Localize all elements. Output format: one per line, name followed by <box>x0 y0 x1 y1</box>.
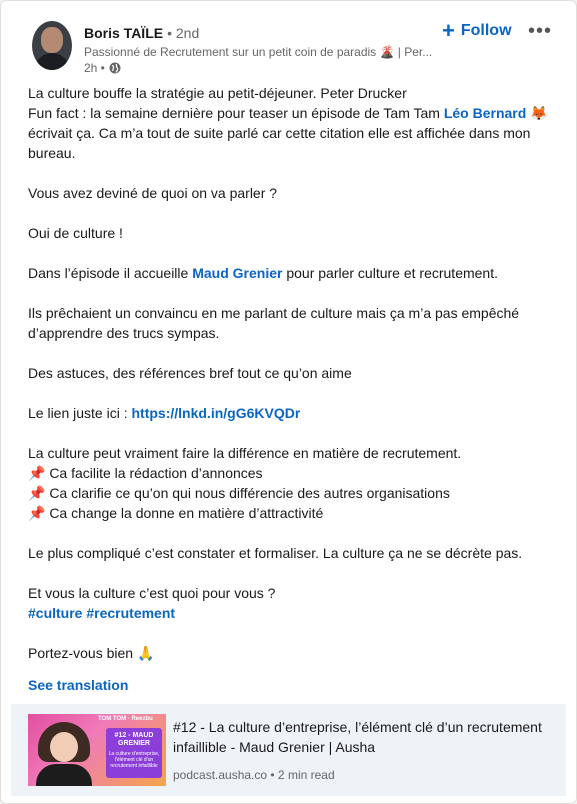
thumbnail-episode-title: #12 - MAUD GRENIER <box>114 732 154 747</box>
author-avatar[interactable] <box>32 21 72 70</box>
avatar-head <box>41 27 63 53</box>
post-text: Fun fact : la semaine dernière pour teaser un épisode de Tam Tam <box>28 105 444 121</box>
thumbnail-face <box>50 732 78 762</box>
shared-link[interactable]: https://lnkd.in/gG6KVQDr <box>131 405 301 421</box>
post-line: Ils prêchaient un convaincu en me parlant de culture mais ça m’a pas empêché d’apprendre des trucs sympas. <box>28 305 520 341</box>
follow-button[interactable] <box>442 19 512 43</box>
mention-leo-bernard[interactable]: Léo Bernard <box>443 105 527 121</box>
post-line: Oui de culture ! <box>28 225 123 241</box>
thumbnail-brand: TOM TOM · Reezbu <box>98 716 153 722</box>
post-body <box>28 83 558 663</box>
post-text: Le lien juste ici : <box>28 405 132 421</box>
fox-emoji: 🦊 <box>526 105 548 121</box>
post-line: écrivait ça. Ca m’a tout de suite parlé car cette citation elle est affichée dans mon bureau. <box>28 125 531 161</box>
post-line: Portez-vous bien 🙏 <box>28 645 155 661</box>
avatar-body <box>34 53 70 70</box>
connection-degree: • 2nd <box>167 25 200 41</box>
preview-source: podcast.ausha.co • 2 min read <box>173 768 335 782</box>
globe-icon <box>109 62 121 74</box>
bullet-item: 📌 Ca facilite la rédaction d’annonces <box>28 465 263 481</box>
author-headline: Passionné de Recrutement sur un petit coin de paradis 🌋 | Per... <box>84 45 433 59</box>
hashtags[interactable]: #culture #recrutement <box>28 605 176 621</box>
post-line: Le plus compliqué c’est constater et formaliser. La culture ça ne se décrète pas. <box>28 545 523 561</box>
bullet-item: 📌 Ca clarifie ce qu’on qui nous différencie des autres organisations <box>28 485 450 501</box>
post-line: La culture peut vraiment faire la différence en matière de recrutement. <box>28 445 462 461</box>
thumbnail-episode-badge <box>106 728 162 778</box>
post-time: 2h • <box>84 61 105 75</box>
post-meta <box>84 60 121 76</box>
thumbnail-episode-subtitle: La culture d'entreprise, l'élément clé d'un recrutement infaillible <box>108 751 160 769</box>
podcast-thumbnail[interactable] <box>28 714 166 786</box>
post-header <box>1 1 576 81</box>
bullet-item: 📌 Ca change la donne en matière d’attractivité <box>28 505 324 521</box>
post-line <box>28 103 558 123</box>
follow-label: Follow <box>460 22 512 39</box>
post-text: Dans l’épisode il accueille <box>28 265 193 281</box>
see-translation-link[interactable]: See translation <box>28 677 129 693</box>
more-options-icon[interactable]: ••• <box>528 19 553 42</box>
mention-maud-grenier[interactable]: Maud Grenier <box>192 265 283 281</box>
thumbnail-shirt <box>36 764 92 786</box>
author-name-line <box>84 24 199 42</box>
post-line: Des astuces, des références bref tout ce qu’on aime <box>28 365 352 381</box>
link-preview-card[interactable] <box>11 704 566 796</box>
post-line: Vous avez deviné de quoi on va parler ? <box>28 185 278 201</box>
post-line <box>28 403 558 423</box>
author-name[interactable]: Boris TAÏLE <box>84 25 164 41</box>
plus-icon: + <box>442 18 455 43</box>
post-text: pour parler culture et recrutement. <box>282 265 498 281</box>
post-line <box>28 263 558 283</box>
preview-title[interactable]: #12 - La culture d’entreprise, l’élément clé d’un recrutement infaillible - Maud Grenier | Ausha <box>173 719 542 755</box>
post-line: La culture bouffe la stratégie au petit-déjeuner. Peter Drucker <box>28 85 407 101</box>
post-line: Et vous la culture c’est quoi pour vous ? <box>28 585 276 601</box>
